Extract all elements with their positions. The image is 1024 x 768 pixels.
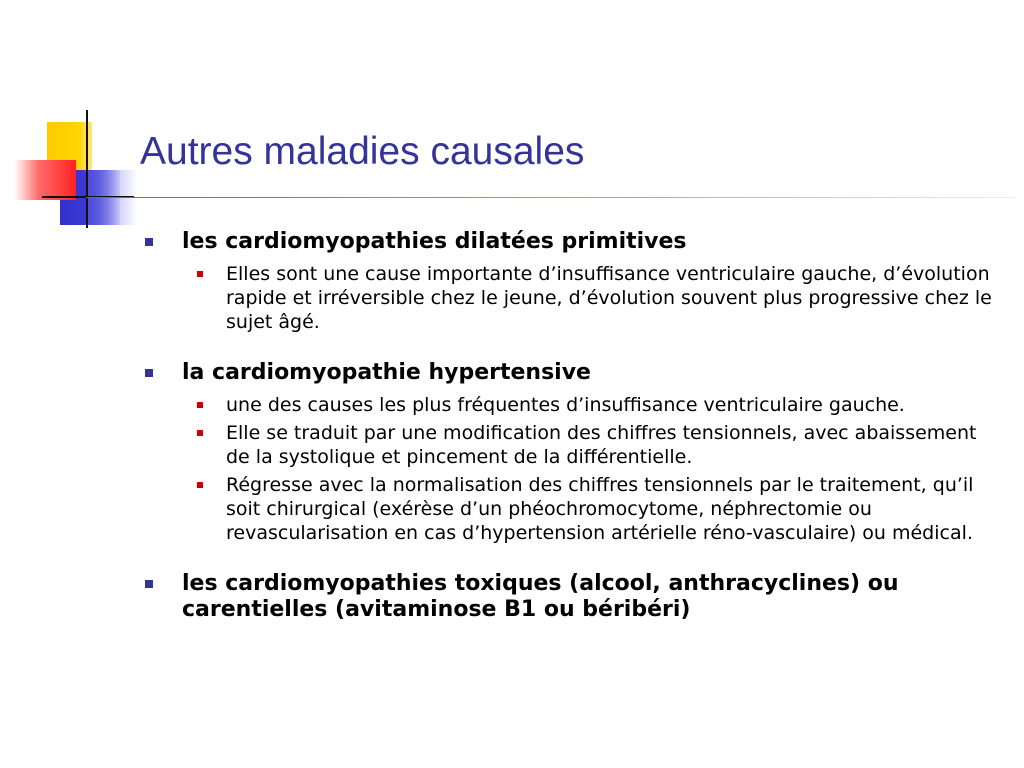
list-item (182, 393, 1005, 417)
section-heading-text: les cardiomyopathies dilatées primitives (182, 229, 687, 254)
section-heading-hypertensive (145, 360, 1005, 386)
square-bullet-icon (197, 482, 203, 488)
section-heading-text: les cardiomyopathies toxiques (alcool, anthracyclines) ou carentielles (avitaminose B1 ou béribéri) (182, 571, 899, 622)
list-item (182, 262, 1005, 334)
square-bullet-icon (145, 580, 153, 588)
section-heading-dilated (145, 229, 1005, 255)
section-heading-toxic (145, 571, 1005, 623)
list-item-text: Elle se traduit par une modification des chiffres tensionnels, avec abaissement de la systolique et pincement de la différentielle. (226, 422, 977, 468)
square-bullet-icon (197, 402, 203, 408)
list-item-text: une des causes les plus fréquentes d’insuffisance ventriculaire gauche. (226, 394, 905, 416)
title-decoration (0, 0, 150, 240)
slide-content (145, 229, 1005, 623)
list-item-text: Régresse avec la normalisation des chiffres tensionnels par le traitement, qu’il soit chirurgical (exérèse d’un phéochromocytome, néphrectomie ou revascularisation en cas d’hypertension artérielle réno-vasculaire) ou médical. (226, 474, 974, 544)
title-underline (86, 197, 1016, 198)
section-heading-text: la cardiomyopathie hypertensive (182, 360, 591, 385)
square-bullet-icon (145, 238, 153, 246)
slide-title: Autres maladies causales (140, 130, 585, 173)
square-bullet-icon (197, 271, 203, 277)
list-item (182, 421, 1005, 469)
decor-red-square (14, 160, 76, 200)
square-bullet-icon (145, 369, 153, 377)
list-item (182, 473, 1005, 545)
list-item-text: Elles sont une cause importante d’insuffisance ventriculaire gauche, d’évolution rapide et irréversible chez le jeune, d’évolution souvent plus progressive chez le sujet âgé. (226, 263, 992, 333)
square-bullet-icon (197, 430, 203, 436)
decor-vertical-line (86, 110, 88, 228)
